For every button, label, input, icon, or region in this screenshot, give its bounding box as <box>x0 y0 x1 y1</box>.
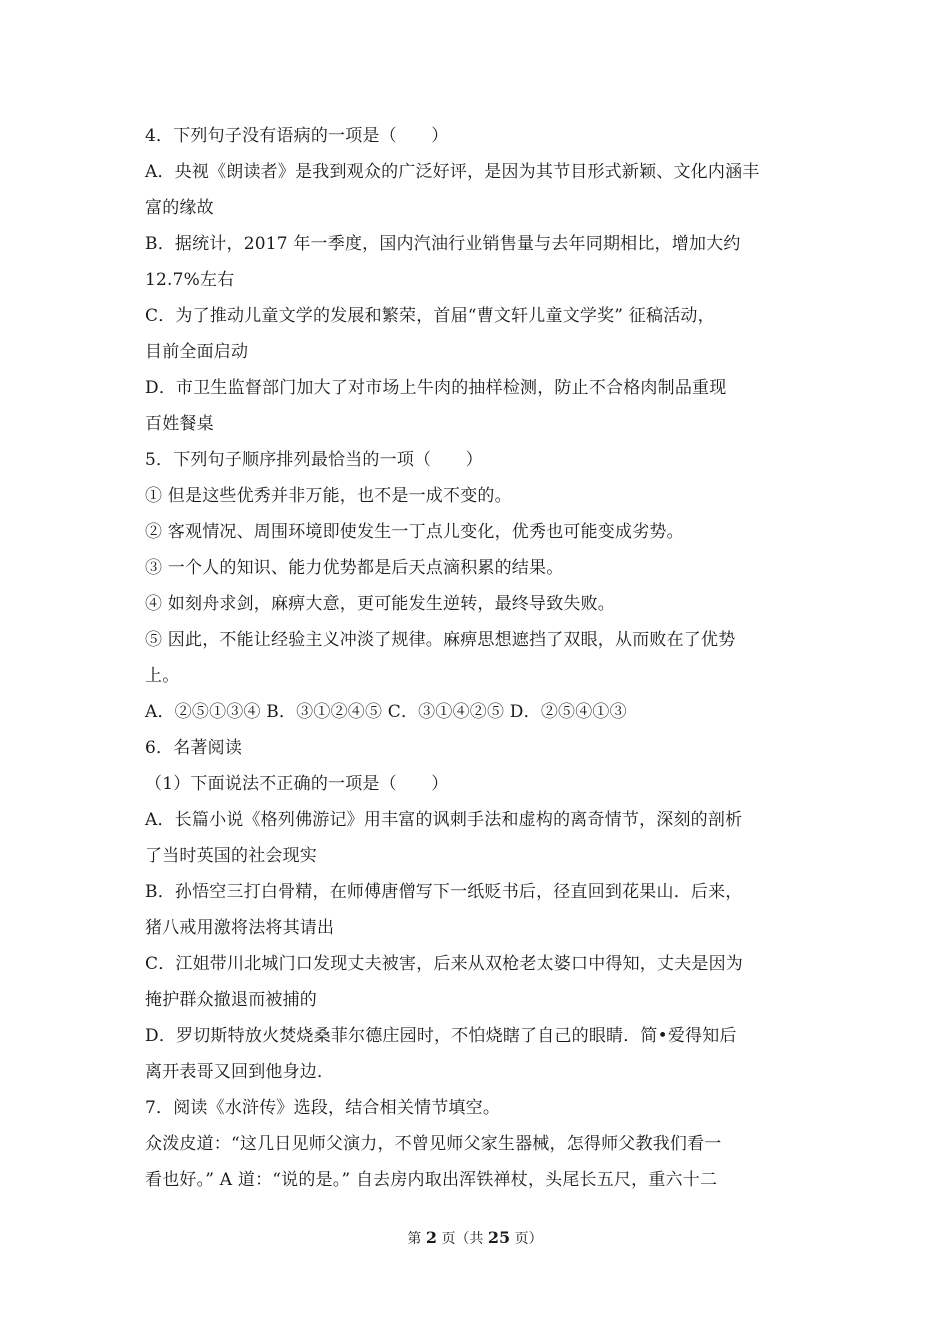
text-line: 4．下列句子没有语病的一项是（ ） <box>145 126 449 146</box>
text-line: ⑤ 因此，不能让经验主义冲淡了规律。麻痹思想遮挡了双眼，从而败在了优势 <box>145 630 736 650</box>
footer-suffix: 页） <box>514 1231 543 1247</box>
text-line: ④ 如刻舟求剑，麻痹大意，更可能发生逆转，最终导致失败。 <box>145 594 616 614</box>
text-line: 掩护群众撤退而被捕的 <box>145 990 317 1010</box>
text-line: 12.7%左右 <box>145 270 235 290</box>
text-line: C．为了推动儿童文学的发展和繁荣，首届“曹文轩儿童文学奖” 征稿活动， <box>145 306 715 326</box>
current-page-number: 2 <box>425 1228 437 1247</box>
text-line: 百姓餐桌 <box>145 414 214 434</box>
text-line: A．②⑤①③④ B．③①②④⑤ C．③①④②⑤ D．②⑤④①③ <box>145 702 627 722</box>
text-line: 众泼皮道：“这几日见师父演力，不曾见师父家生器械，怎得师父教我们看一 <box>145 1134 722 1154</box>
text-line: 7．阅读《水浒传》选段，结合相关情节填空。 <box>145 1098 501 1118</box>
text-line: B．孙悟空三打白骨精，在师傅唐僧写下一纸贬书后，径直回到花果山．后来， <box>145 882 743 902</box>
text-line: C．江姐带川北城门口发现丈夫被害，后来从双枪老太婆口中得知，丈夫是因为 <box>145 954 744 974</box>
text-line: 猪八戒用激将法将其请出 <box>145 918 335 938</box>
text-line: （1）下面说法不正确的一项是（ ） <box>145 774 449 794</box>
text-line: D．市卫生监督部门加大了对市场上牛肉的抽样检测，防止不合格肉制品重现 <box>145 378 727 398</box>
text-line: ③ 一个人的知识、能力优势都是后天点滴积累的结果。 <box>145 558 564 578</box>
text-line: 5．下列句子顺序排列最恰当的一项（ ） <box>145 450 483 470</box>
text-line: 看也好。” A 道：“说的是。” 自去房内取出浑铁禅杖，头尾长五尺，重六十二 <box>145 1170 718 1190</box>
text-line: ② 客观情况、周围环境即使发生一丁点儿变化，优秀也可能变成劣势。 <box>145 522 684 542</box>
text-line: ① 但是这些优秀并非万能，也不是一成不变的。 <box>145 486 512 506</box>
page-footer <box>0 1226 950 1251</box>
text-line: 富的缘故 <box>145 198 214 218</box>
text-line: 离开表哥又回到他身边． <box>145 1062 335 1082</box>
text-line: 目前全面启动 <box>145 342 249 362</box>
text-line: 6．名著阅读 <box>145 738 243 758</box>
footer-prefix: 第 <box>407 1231 422 1247</box>
text-line: D．罗切斯特放火焚烧桑菲尔德庄园时，不怕烧瞎了自己的眼睛．简•爱得知后 <box>145 1026 737 1046</box>
text-line: 上。 <box>145 666 180 686</box>
text-line: B．据统计，2017 年一季度，国内汽油行业销售量与去年同期相比，增加大约 <box>145 234 741 254</box>
body-text <box>145 118 815 1198</box>
text-line: A．央视《朗读者》是我到观众的广泛好评，是因为其节目形式新颖、文化内涵丰 <box>145 162 760 182</box>
total-page-number: 25 <box>487 1228 511 1247</box>
text-line: A．长篇小说《格列佛游记》用丰富的讽刺手法和虚构的离奇情节，深刻的剖析 <box>145 810 743 830</box>
footer-mid: 页（共 <box>441 1231 484 1247</box>
text-line: 了当时英国的社会现实 <box>145 846 317 866</box>
